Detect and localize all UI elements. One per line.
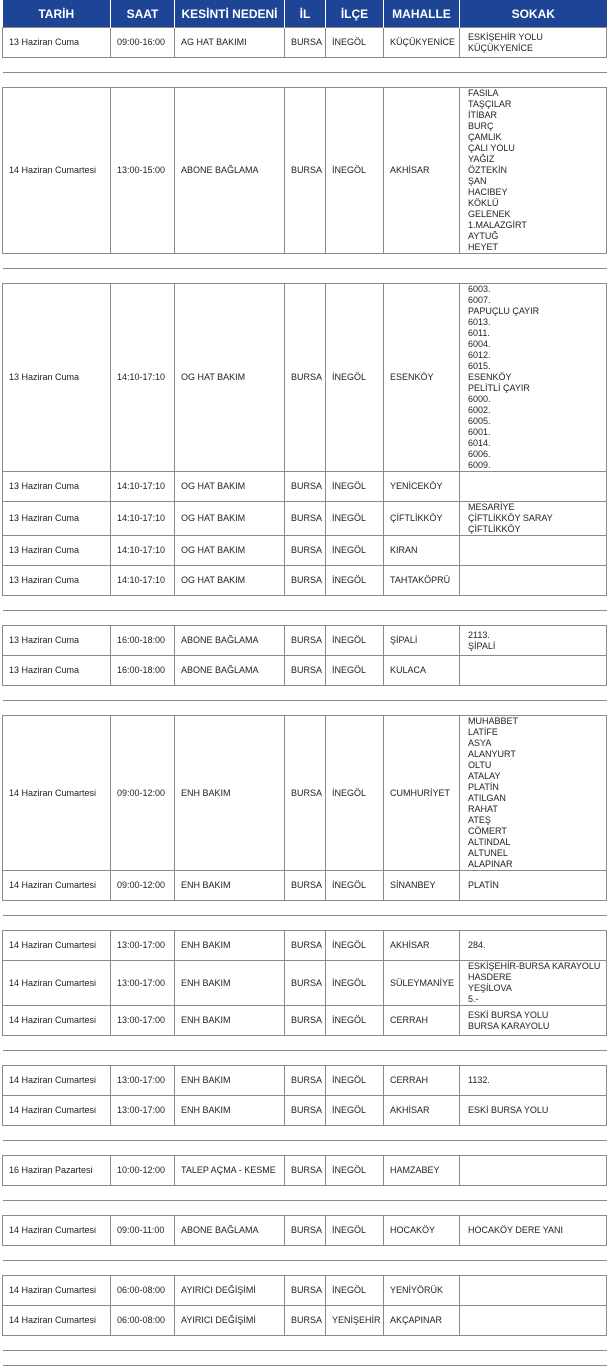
sokak-item: ALTINDAL xyxy=(468,837,511,847)
header-sokak: SOKAK xyxy=(460,0,607,28)
cell-ilce: İNEGÖL xyxy=(326,656,384,686)
sokak-item: YAĞIZ xyxy=(468,154,495,164)
cell-kesinti-nedeni: ABONE BAĞLAMA xyxy=(175,1216,285,1246)
spacer-row xyxy=(3,686,607,716)
outage-table xyxy=(2,0,607,1366)
cell-tarih: 16 Haziran Pazartesi xyxy=(3,1156,111,1186)
cell-mahalle: AKHİSAR xyxy=(384,88,460,254)
cell-il: BURSA xyxy=(285,1066,326,1096)
cell-tarih: 14 Haziran Cumartesi xyxy=(3,961,111,1006)
cell-tarih: 14 Haziran Cumartesi xyxy=(3,1216,111,1246)
cell-ilce: İNEGÖL xyxy=(326,28,384,58)
cell-kesinti-nedeni: ENH BAKIM xyxy=(175,716,285,871)
cell-il: BURSA xyxy=(285,28,326,58)
cell-kesinti-nedeni: OG HAT BAKIM xyxy=(175,536,285,566)
cell-kesinti-nedeni: ENH BAKIM xyxy=(175,1066,285,1096)
cell-saat: 14:10-17:10 xyxy=(111,502,175,536)
spacer-cell xyxy=(3,686,607,716)
sokak-item: 5.- xyxy=(468,994,479,1004)
cell-ilce: İNEGÖL xyxy=(326,88,384,254)
cell-ilce: İNEGÖL xyxy=(326,1276,384,1306)
spacer-cell xyxy=(3,1186,607,1216)
sokak-item: ESKİŞEHİR-BURSA KARAYOLU xyxy=(468,961,601,971)
cell-ilce: İNEGÖL xyxy=(326,1156,384,1186)
sokak-item: ÇİFTLİKKÖY xyxy=(468,524,521,534)
cell-kesinti-nedeni: AG HAT BAKIMI xyxy=(175,28,285,58)
sokak-item: 6009. xyxy=(468,460,491,470)
spacer-row xyxy=(3,58,607,88)
sokak-item: ESKİ BURSA YOLU xyxy=(468,1105,549,1115)
sokak-item: 284. xyxy=(468,940,486,950)
cell-sokak xyxy=(460,536,607,566)
cell-mahalle: YENİCEKÖY xyxy=(384,472,460,502)
cell-tarih: 14 Haziran Cumartesi xyxy=(3,1276,111,1306)
sokak-item: HACIBEY xyxy=(468,187,508,197)
cell-il: BURSA xyxy=(285,1096,326,1126)
cell-sokak xyxy=(460,502,607,536)
cell-tarih: 14 Haziran Cumartesi xyxy=(3,871,111,901)
cell-mahalle: YENİYÖRÜK xyxy=(384,1276,460,1306)
cell-kesinti-nedeni: ABONE BAĞLAMA xyxy=(175,656,285,686)
table-row xyxy=(3,716,607,871)
spacer-cell xyxy=(3,596,607,626)
spacer-row xyxy=(3,1036,607,1066)
cell-mahalle: SÜLEYMANİYE xyxy=(384,961,460,1006)
cell-sokak xyxy=(460,1096,607,1126)
cell-ilce: İNEGÖL xyxy=(326,931,384,961)
cell-kesinti-nedeni: TALEP AÇMA - KESME xyxy=(175,1156,285,1186)
cell-il: BURSA xyxy=(285,871,326,901)
cell-mahalle: CERRAH xyxy=(384,1066,460,1096)
header-saat: SAAT xyxy=(111,0,175,28)
cell-kesinti-nedeni: AYIRICI DEĞİŞİMİ xyxy=(175,1306,285,1336)
sokak-item: 1.MALAZGİRT xyxy=(468,220,527,230)
sokak-item: HASDERE xyxy=(468,972,512,982)
cell-sokak xyxy=(460,28,607,58)
sokak-item: 6013. xyxy=(468,317,491,327)
cell-tarih: 14 Haziran Cumartesi xyxy=(3,1066,111,1096)
cell-tarih: 14 Haziran Cumartesi xyxy=(3,931,111,961)
sokak-item: 6005. xyxy=(468,416,491,426)
table-row xyxy=(3,566,607,596)
cell-saat: 13:00-17:00 xyxy=(111,1006,175,1036)
sokak-item: OLTU xyxy=(468,760,492,770)
sokak-item: 6015. xyxy=(468,361,491,371)
cell-mahalle: KULACA xyxy=(384,656,460,686)
sokak-item: ATEŞ xyxy=(468,815,491,825)
cell-ilce: İNEGÖL xyxy=(326,536,384,566)
sokak-item: 2113. xyxy=(468,629,490,640)
spacer-row xyxy=(3,596,607,626)
cell-sokak xyxy=(460,1216,607,1246)
cell-il: BURSA xyxy=(285,716,326,871)
sokak-item: KÜÇÜKYENİCE xyxy=(468,42,534,53)
cell-kesinti-nedeni: ENH BAKIM xyxy=(175,1096,285,1126)
cell-tarih: 13 Haziran Cuma xyxy=(3,502,111,536)
header-tarih: TARİH xyxy=(3,0,111,28)
sokak-item: ÇALI YOLU xyxy=(468,143,515,153)
sokak-item: ÇİFTLİKKÖY SARAY xyxy=(468,513,553,523)
cell-kesinti-nedeni: ENH BAKIM xyxy=(175,1006,285,1036)
cell-mahalle: HOCAKÖY xyxy=(384,1216,460,1246)
cell-mahalle: ÇİFTLİKKÖY xyxy=(384,502,460,536)
cell-ilce: İNEGÖL xyxy=(326,626,384,656)
cell-tarih: 13 Haziran Cuma xyxy=(3,536,111,566)
table-row xyxy=(3,1216,607,1246)
header-il: İL xyxy=(285,0,326,28)
table-row xyxy=(3,1156,607,1186)
sokak-item: ESKİ BURSA YOLU xyxy=(468,1009,549,1020)
sokak-item: TAŞÇILAR xyxy=(468,99,512,109)
sokak-item: 6007. xyxy=(468,295,491,305)
sokak-item: ATILGAN xyxy=(468,793,506,803)
cell-sokak xyxy=(460,1156,607,1186)
table-row xyxy=(3,656,607,686)
cell-saat: 16:00-18:00 xyxy=(111,656,175,686)
sokak-item: 6000. xyxy=(468,394,491,404)
cell-ilce: İNEGÖL xyxy=(326,1096,384,1126)
cell-il: BURSA xyxy=(285,1006,326,1036)
cell-sokak xyxy=(460,716,607,871)
table-row xyxy=(3,931,607,961)
cell-sokak xyxy=(460,88,607,254)
cell-sokak xyxy=(460,1066,607,1096)
header-kesinti-nedeni: KESİNTİ NEDENİ xyxy=(175,0,285,28)
sokak-item: GELENEK xyxy=(468,209,511,219)
cell-sokak xyxy=(460,1276,607,1306)
table-row xyxy=(3,626,607,656)
sokak-item: ÖZTEKİN xyxy=(468,165,508,175)
cell-tarih: 13 Haziran Cuma xyxy=(3,656,111,686)
spacer-row xyxy=(3,1336,607,1366)
cell-sokak xyxy=(460,656,607,686)
sokak-item: BURÇ xyxy=(468,121,494,131)
cell-tarih: 13 Haziran Cuma xyxy=(3,472,111,502)
sokak-item: 6011. xyxy=(468,328,490,338)
cell-ilce: İNEGÖL xyxy=(326,284,384,472)
cell-sokak xyxy=(460,566,607,596)
sokak-item: PAPUÇLU ÇAYIR xyxy=(468,306,540,316)
sokak-item: CÖMERT xyxy=(468,826,507,836)
spacer-row xyxy=(3,1186,607,1216)
cell-mahalle: ESENKÖY xyxy=(384,284,460,472)
sokak-item: ŞİPALİ xyxy=(468,640,496,651)
cell-saat: 13:00-17:00 xyxy=(111,1096,175,1126)
cell-sokak xyxy=(460,961,607,1006)
cell-saat: 13:00-17:00 xyxy=(111,961,175,1006)
cell-sokak xyxy=(460,472,607,502)
table-row xyxy=(3,871,607,901)
cell-il: BURSA xyxy=(285,536,326,566)
cell-sokak xyxy=(460,284,607,472)
cell-saat: 14:10-17:10 xyxy=(111,566,175,596)
sokak-item: 6002. xyxy=(468,405,491,415)
cell-mahalle: CUMHURİYET xyxy=(384,716,460,871)
cell-mahalle: TAHTAKÖPRÜ xyxy=(384,566,460,596)
cell-ilce: YENİŞEHİR xyxy=(326,1306,384,1336)
cell-saat: 14:10-17:10 xyxy=(111,536,175,566)
cell-kesinti-nedeni: ENH BAKIM xyxy=(175,931,285,961)
cell-il: BURSA xyxy=(285,502,326,536)
table-row xyxy=(3,88,607,254)
sokak-item: AYTUĞ xyxy=(468,231,499,241)
table-row xyxy=(3,1096,607,1126)
cell-il: BURSA xyxy=(285,1306,326,1336)
cell-tarih: 13 Haziran Cuma xyxy=(3,28,111,58)
cell-ilce: İNEGÖL xyxy=(326,502,384,536)
cell-il: BURSA xyxy=(285,1276,326,1306)
cell-tarih: 13 Haziran Cuma xyxy=(3,566,111,596)
cell-kesinti-nedeni: ABONE BAĞLAMA xyxy=(175,88,285,254)
table-row xyxy=(3,536,607,566)
cell-kesinti-nedeni: ABONE BAĞLAMA xyxy=(175,626,285,656)
cell-saat: 13:00-17:00 xyxy=(111,1066,175,1096)
cell-saat: 13:00-17:00 xyxy=(111,931,175,961)
sokak-item: LATİFE xyxy=(468,727,498,737)
cell-ilce: İNEGÖL xyxy=(326,566,384,596)
sokak-item: ESKİŞEHİR YOLU xyxy=(468,31,543,42)
sokak-item: ALTUNEL xyxy=(468,848,508,858)
sokak-item: MESARİYE xyxy=(468,502,515,512)
sokak-item: BURSA KARAYOLU xyxy=(468,1020,550,1031)
cell-kesinti-nedeni: OG HAT BAKIM xyxy=(175,566,285,596)
cell-ilce: İNEGÖL xyxy=(326,961,384,1006)
cell-sokak xyxy=(460,931,607,961)
cell-tarih: 14 Haziran Cumartesi xyxy=(3,88,111,254)
cell-kesinti-nedeni: AYIRICI DEĞİŞİMİ xyxy=(175,1276,285,1306)
cell-tarih: 14 Haziran Cumartesi xyxy=(3,1306,111,1336)
table-row xyxy=(3,1276,607,1306)
cell-il: BURSA xyxy=(285,626,326,656)
cell-saat: 06:00-08:00 xyxy=(111,1306,175,1336)
cell-tarih: 13 Haziran Cuma xyxy=(3,284,111,472)
sokak-item: ASYA xyxy=(468,738,492,748)
cell-il: BURSA xyxy=(285,88,326,254)
table-row xyxy=(3,284,607,472)
spacer-row xyxy=(3,901,607,931)
cell-tarih: 13 Haziran Cuma xyxy=(3,626,111,656)
sokak-item: HOCAKÖY DERE YANI xyxy=(468,1225,564,1235)
spacer-cell xyxy=(3,254,607,284)
sokak-item: ÇAMLIK xyxy=(468,132,502,142)
sokak-item: KÖKLÜ xyxy=(468,198,499,208)
table-row xyxy=(3,502,607,536)
cell-il: BURSA xyxy=(285,656,326,686)
table-row xyxy=(3,1306,607,1336)
sokak-item: İTİBAR xyxy=(468,110,498,120)
cell-sokak xyxy=(460,1006,607,1036)
sokak-item: 1132. xyxy=(468,1075,490,1085)
header-mahalle: MAHALLE xyxy=(384,0,460,28)
cell-saat: 16:00-18:00 xyxy=(111,626,175,656)
cell-tarih: 14 Haziran Cumartesi xyxy=(3,1096,111,1126)
cell-il: BURSA xyxy=(285,931,326,961)
cell-ilce: İNEGÖL xyxy=(326,1066,384,1096)
sokak-item: RAHAT xyxy=(468,804,498,814)
spacer-cell xyxy=(3,1126,607,1156)
spacer-cell xyxy=(3,1036,607,1066)
sokak-item: 6006. xyxy=(468,449,491,459)
cell-ilce: İNEGÖL xyxy=(326,472,384,502)
sokak-item: ESENKÖY xyxy=(468,372,512,382)
cell-ilce: İNEGÖL xyxy=(326,716,384,871)
sokak-item: ALAPINAR xyxy=(468,859,513,869)
cell-tarih: 14 Haziran Cumartesi xyxy=(3,1006,111,1036)
cell-mahalle: ŞİPALİ xyxy=(384,626,460,656)
sokak-item: 6014. xyxy=(468,438,491,448)
cell-il: BURSA xyxy=(285,284,326,472)
cell-saat: 14:10-17:10 xyxy=(111,284,175,472)
cell-mahalle: AKHİSAR xyxy=(384,931,460,961)
cell-kesinti-nedeni: ENH BAKIM xyxy=(175,961,285,1006)
cell-saat: 09:00-12:00 xyxy=(111,871,175,901)
spacer-cell xyxy=(3,901,607,931)
sokak-item: YEŞİLOVA xyxy=(468,983,512,993)
header-ilce: İLÇE xyxy=(326,0,384,28)
sokak-item: PLATİN xyxy=(468,880,499,890)
sokak-item: ATALAY xyxy=(468,771,501,781)
cell-kesinti-nedeni: ENH BAKIM xyxy=(175,871,285,901)
sokak-item: 6012. xyxy=(468,350,491,360)
cell-kesinti-nedeni: OG HAT BAKIM xyxy=(175,284,285,472)
cell-saat: 06:00-08:00 xyxy=(111,1276,175,1306)
sokak-item: 6001. xyxy=(468,427,491,437)
table-row xyxy=(3,961,607,1006)
cell-il: BURSA xyxy=(285,961,326,1006)
spacer-cell xyxy=(3,1246,607,1276)
sokak-item: 6003. xyxy=(468,284,491,294)
table-row xyxy=(3,28,607,58)
cell-il: BURSA xyxy=(285,566,326,596)
sokak-item: MUHABBET xyxy=(468,716,519,726)
cell-saat: 13:00-15:00 xyxy=(111,88,175,254)
sokak-item: PELİTLİ ÇAYIR xyxy=(468,383,530,393)
cell-ilce: İNEGÖL xyxy=(326,1006,384,1036)
cell-kesinti-nedeni: OG HAT BAKIM xyxy=(175,502,285,536)
spacer-row xyxy=(3,1246,607,1276)
cell-mahalle: SİNANBEY xyxy=(384,871,460,901)
sokak-item: HEYET xyxy=(468,242,499,252)
cell-mahalle: CERRAH xyxy=(384,1006,460,1036)
cell-sokak xyxy=(460,871,607,901)
sokak-item: PLATİN xyxy=(468,782,499,792)
cell-saat: 09:00-12:00 xyxy=(111,716,175,871)
sokak-item: ALANYURT xyxy=(468,749,516,759)
spacer-row xyxy=(3,1126,607,1156)
cell-mahalle: HAMZABEY xyxy=(384,1156,460,1186)
spacer-cell xyxy=(3,1336,607,1366)
cell-ilce: İNEGÖL xyxy=(326,871,384,901)
sokak-item: ŞAN xyxy=(468,176,487,186)
table-body xyxy=(3,28,607,1366)
cell-saat: 09:00-11:00 xyxy=(111,1216,175,1246)
cell-mahalle: AKÇAPINAR xyxy=(384,1306,460,1336)
cell-il: BURSA xyxy=(285,1216,326,1246)
sokak-item: 6004. xyxy=(468,339,491,349)
table-row xyxy=(3,1006,607,1036)
cell-saat: 10:00-12:00 xyxy=(111,1156,175,1186)
cell-il: BURSA xyxy=(285,1156,326,1186)
table-row xyxy=(3,472,607,502)
sokak-item: FASILA xyxy=(468,88,499,98)
cell-mahalle: KIRAN xyxy=(384,536,460,566)
table-header xyxy=(3,0,607,28)
cell-mahalle: KÜÇÜKYENİCE xyxy=(384,28,460,58)
spacer-cell xyxy=(3,58,607,88)
cell-sokak xyxy=(460,626,607,656)
cell-mahalle: AKHİSAR xyxy=(384,1096,460,1126)
table-row xyxy=(3,1066,607,1096)
spacer-row xyxy=(3,254,607,284)
cell-ilce: İNEGÖL xyxy=(326,1216,384,1246)
cell-il: BURSA xyxy=(285,472,326,502)
cell-sokak xyxy=(460,1306,607,1336)
cell-saat: 09:00-16:00 xyxy=(111,28,175,58)
cell-kesinti-nedeni: OG HAT BAKIM xyxy=(175,472,285,502)
cell-tarih: 14 Haziran Cumartesi xyxy=(3,716,111,871)
cell-saat: 14:10-17:10 xyxy=(111,472,175,502)
